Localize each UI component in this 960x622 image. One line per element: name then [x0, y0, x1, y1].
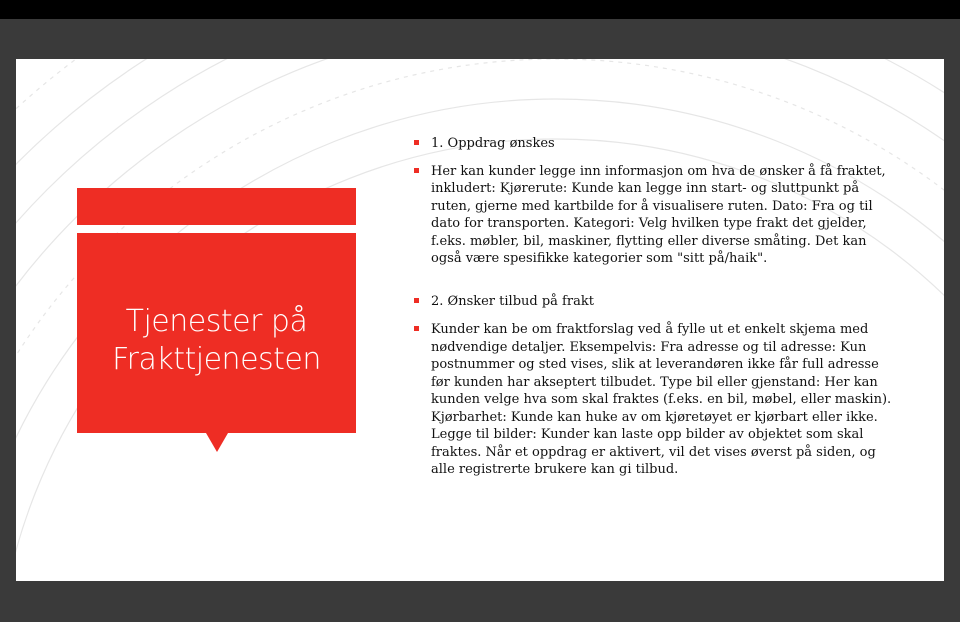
- title-accent-bar: [77, 188, 356, 225]
- bullet-text: 2. Ønsker tilbud på frakt: [431, 293, 594, 309]
- bullet-text: Her kan kunder legge inn informasjon om hva de ønsker å få fraktet, inkludert: Kjørerute: Kunde kan legge inn start- og sluttpunkt på ruten, gjerne med kartbilde for å visualisere ruten. Dato: Fra og til dato for transporten. Kategori: Velg hvilken type frakt det gjelder, f.eks. møbler, bil, maskiner, flytting eller diverse småting. Det kan også være spesifikke kategorier som "sitt på/haik".: [431, 163, 886, 266]
- bullet-item: [414, 163, 894, 268]
- bullet-square-icon: [414, 140, 419, 145]
- bullet-item: [414, 293, 894, 311]
- bullet-text: 1. Oppdrag ønskes: [431, 136, 555, 151]
- bullet-square-icon: [414, 298, 419, 303]
- bullet-text: Kunder kan be om fraktforslag ved å fylle ut et enkelt skjema med nødvendige detaljer. Eksempelvis: Fra adresse og til adresse: Kun postnummer og sted vises, slik at leverandøren ikke får full adresse før kunden har akseptert tilbudet. Type bil eller gjenstand: Her kan kunden velge hva som skal fraktes (f.eks. en bil, møbel, eller maskin). Kjørbarhet: Kunde kan huke av om kjøretøyet er kjørbart eller ikke. Legge til bilder: Kunder kan laste opp bilder av objektet som skal fraktes. Når et oppdrag er aktivert, vil det vises øverst på siden, og alle registrerte brukere kan gi tilbud.: [431, 322, 892, 477]
- bullet-square-icon: [414, 168, 419, 173]
- bullet-list: [414, 135, 894, 479]
- presentation-slide: [16, 59, 944, 581]
- bullet-square-icon: [414, 326, 419, 331]
- bullet-item: [414, 321, 894, 479]
- window-top-bar: [0, 0, 960, 19]
- title-box-pointer: [206, 433, 228, 452]
- bullet-item: [414, 135, 894, 153]
- slide-title: Tjenester på Frakttjenesten: [112, 304, 321, 377]
- title-box: [77, 233, 356, 433]
